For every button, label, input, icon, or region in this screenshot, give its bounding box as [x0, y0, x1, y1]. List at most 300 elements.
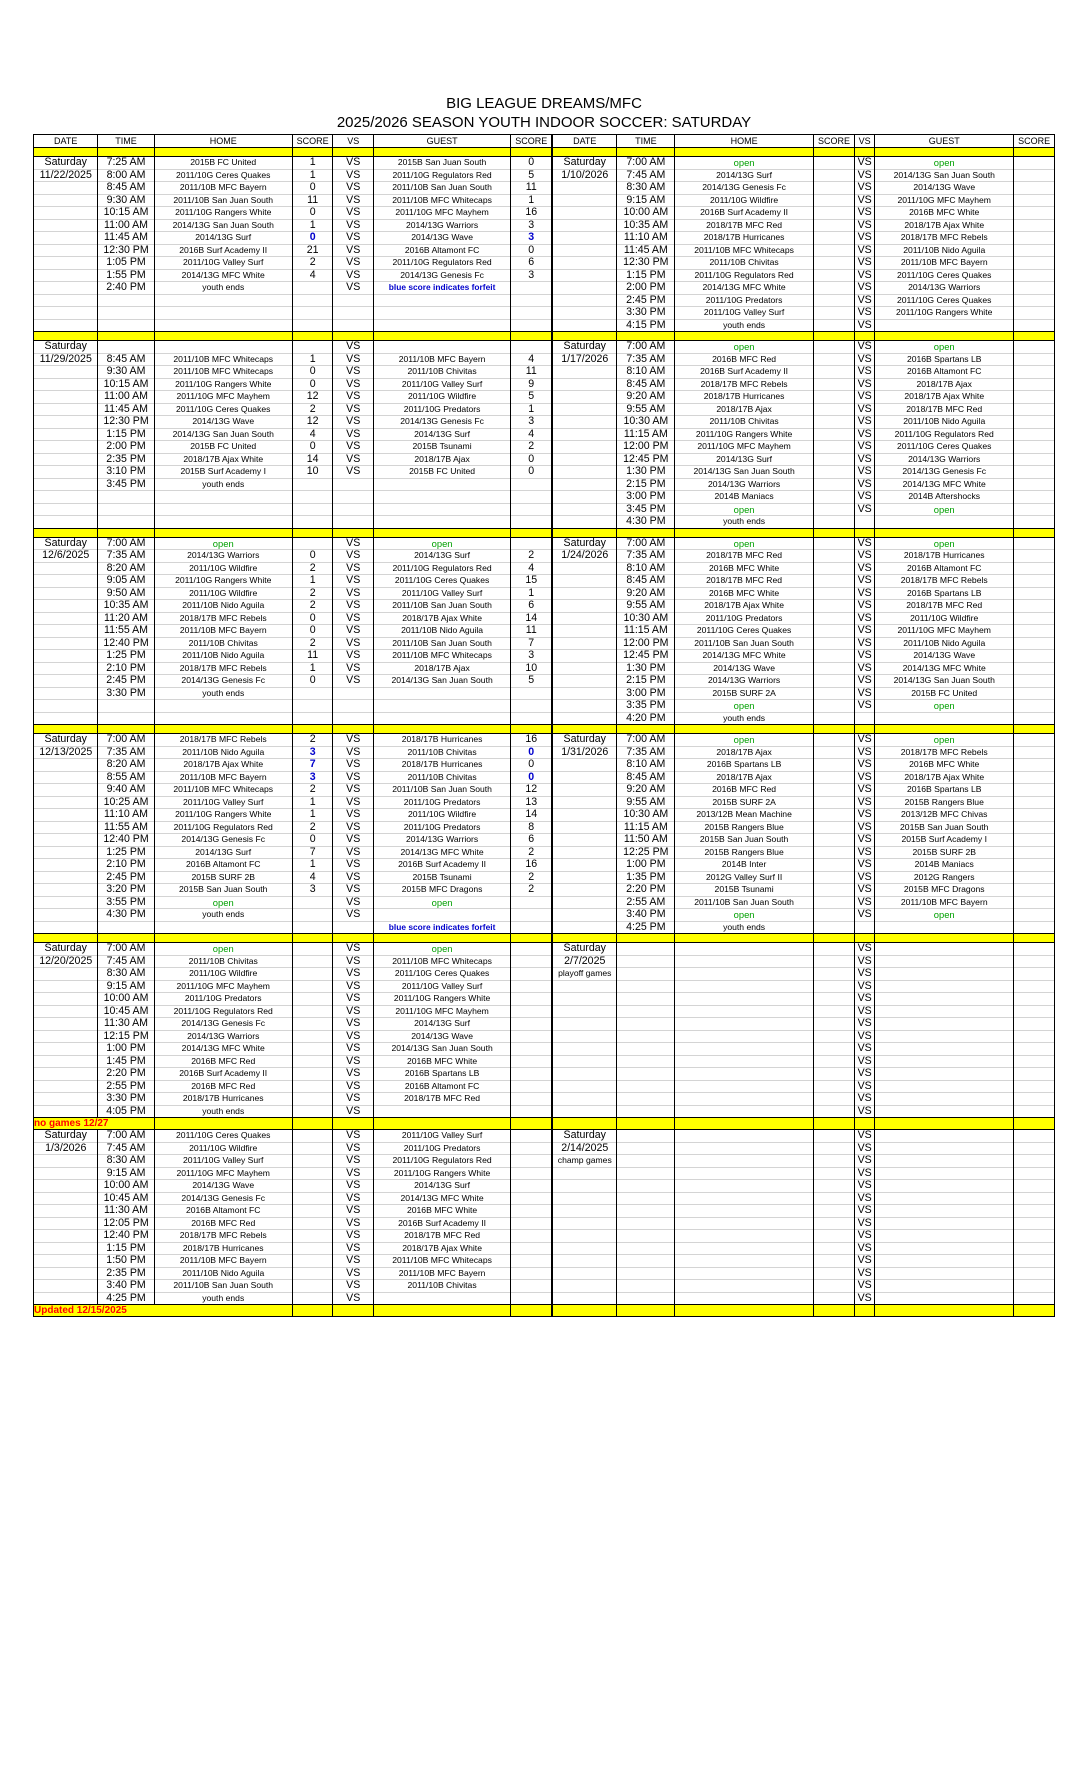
guest-team-cell: 2018/17B MFC Rebels — [875, 575, 1014, 588]
time-cell: 12:30 PM — [98, 244, 154, 257]
vs-cell: VS — [855, 294, 875, 307]
home-team-cell: youth ends — [154, 282, 292, 295]
home-team-cell: 2011/10G Wildfire — [154, 562, 292, 575]
vs-cell: VS — [855, 453, 875, 466]
home-score-cell — [813, 821, 855, 834]
guest-score-cell: 0 — [511, 453, 553, 466]
home-team-cell: 2011/10B Chivitas — [154, 637, 292, 650]
home-score-cell: 3 — [292, 771, 333, 784]
guest-team-cell: 2018/17B Ajax White — [875, 219, 1014, 232]
schedule-row — [34, 771, 1055, 784]
home-score-cell — [813, 896, 855, 909]
home-team-cell: 2016B MFC Red — [154, 1055, 292, 1068]
date-cell: 12/13/2025 — [34, 746, 98, 759]
guest-team-cell: 2011/10G Regulators Red — [373, 1155, 510, 1168]
home-team-cell: 2011/10B Nido Aguila — [154, 1267, 292, 1280]
guest-score-cell: 11 — [511, 366, 553, 379]
time-cell: 7:00 AM — [98, 734, 154, 747]
vs-cell: VS — [855, 980, 875, 993]
guest-score-cell — [1014, 1217, 1055, 1230]
home-score-cell — [813, 353, 855, 366]
home-score-cell — [813, 980, 855, 993]
guest-score-cell: 3 — [511, 219, 553, 232]
separator-cell — [813, 148, 855, 157]
guest-score-cell: 1 — [511, 194, 553, 207]
time-cell: 8:10 AM — [617, 562, 675, 575]
home-score-cell — [813, 182, 855, 195]
guest-score-cell: 13 — [511, 796, 553, 809]
home-team-cell: youth ends — [154, 909, 292, 922]
vs-cell: VS — [333, 378, 374, 391]
date-cell — [34, 1155, 98, 1168]
date-cell: Saturday — [552, 734, 616, 747]
schedule-row — [34, 453, 1055, 466]
home-team-cell — [675, 993, 813, 1006]
time-cell: 2:00 PM — [98, 441, 154, 454]
home-team-cell — [675, 1055, 813, 1068]
guest-team-cell: 2014/13G Surf — [373, 428, 510, 441]
vs-cell: VS — [333, 1205, 374, 1218]
home-score-cell — [813, 734, 855, 747]
vs-cell: VS — [333, 980, 374, 993]
separator-cell — [292, 332, 333, 341]
guest-score-cell: 14 — [511, 612, 553, 625]
home-team-cell: 2014/13G Surf — [154, 232, 292, 245]
vs-cell: VS — [855, 943, 875, 956]
home-team-cell: youth ends — [154, 478, 292, 491]
vs-cell — [855, 712, 875, 725]
guest-score-cell: 3 — [511, 269, 553, 282]
separator-cell — [1014, 934, 1055, 943]
schedule-row — [34, 169, 1055, 182]
date-cell — [34, 1192, 98, 1205]
schedule-row — [34, 955, 1055, 968]
guest-team-cell: 2014B Maniacs — [875, 859, 1014, 872]
time-cell: 1:00 PM — [617, 859, 675, 872]
time-cell: 1:35 PM — [617, 871, 675, 884]
home-team-cell: 2011/10B MFC Bayern — [154, 771, 292, 784]
time-cell: 1:30 PM — [617, 662, 675, 675]
separator-cell — [855, 528, 875, 537]
home-team-cell — [675, 1205, 813, 1218]
home-score-cell — [813, 550, 855, 563]
vs-cell: VS — [333, 993, 374, 1006]
date-cell — [34, 993, 98, 1006]
guest-team-cell: 2016B Altamont FC — [875, 562, 1014, 575]
date-cell — [552, 675, 616, 688]
time-cell: 1:45 PM — [98, 1055, 154, 1068]
guest-team-cell — [373, 516, 510, 529]
guest-team-cell: 2011/10G Regulators Red — [373, 562, 510, 575]
separator-cell — [855, 332, 875, 341]
separator-cell — [333, 528, 374, 537]
separator-cell — [617, 1305, 675, 1317]
date-cell — [34, 896, 98, 909]
time-cell — [98, 294, 154, 307]
home-score-cell — [813, 366, 855, 379]
guest-team-cell: 2011/10B Chivitas — [373, 746, 510, 759]
time-cell: 9:50 AM — [98, 587, 154, 600]
time-cell — [617, 1280, 675, 1293]
time-cell: 11:15 AM — [617, 821, 675, 834]
separator-cell — [511, 725, 553, 734]
home-score-cell — [292, 909, 333, 922]
vs-cell: VS — [333, 587, 374, 600]
home-score-cell — [813, 1093, 855, 1106]
guest-score-cell — [1014, 687, 1055, 700]
schedule-row — [34, 871, 1055, 884]
column-header: HOME — [154, 135, 292, 148]
vs-cell: VS — [855, 503, 875, 516]
guest-team-cell — [875, 1267, 1014, 1280]
home-team-cell: 2011/10B Chivitas — [154, 955, 292, 968]
home-team-cell — [675, 1217, 813, 1230]
vs-cell: VS — [855, 909, 875, 922]
home-score-cell: 2 — [292, 562, 333, 575]
date-cell — [552, 1292, 616, 1305]
date-cell — [552, 194, 616, 207]
vs-cell: VS — [855, 416, 875, 429]
vs-cell: VS — [855, 319, 875, 332]
guest-score-cell — [1014, 441, 1055, 454]
home-team-cell: 2014/13G Warriors — [154, 550, 292, 563]
guest-score-cell — [1014, 403, 1055, 416]
time-cell: 7:45 AM — [98, 1142, 154, 1155]
guest-team-cell: 2015B Tsunami — [373, 441, 510, 454]
time-cell: 7:00 AM — [98, 943, 154, 956]
home-team-cell: 2011/10G Wildfire — [154, 968, 292, 981]
home-score-cell — [292, 1242, 333, 1255]
time-cell: 3:40 PM — [617, 909, 675, 922]
home-team-cell: 2014/13G Wave — [154, 416, 292, 429]
home-team-cell: 2011/10G MFC Mayhem — [154, 1167, 292, 1180]
date-cell — [552, 1280, 616, 1293]
date-cell — [34, 1018, 98, 1031]
home-team-cell: 2014/13G Wave — [675, 662, 813, 675]
guest-score-cell — [1014, 1130, 1055, 1143]
schedule-row — [34, 712, 1055, 725]
home-team-cell: 2016B MFC White — [675, 587, 813, 600]
schedule-row — [34, 909, 1055, 922]
guest-team-cell: 2014/13G Surf — [373, 1018, 510, 1031]
vs-cell: VS — [333, 1192, 374, 1205]
guest-team-cell: 2015B MFC Dragons — [373, 884, 510, 897]
home-score-cell: 0 — [292, 378, 333, 391]
home-score-cell — [292, 1280, 333, 1293]
guest-score-cell — [1014, 1068, 1055, 1081]
vs-cell — [333, 307, 374, 320]
date-cell: 1/31/2026 — [552, 746, 616, 759]
guest-score-cell — [1014, 909, 1055, 922]
home-team-cell — [154, 491, 292, 504]
guest-score-cell — [511, 1155, 553, 1168]
date-cell — [552, 232, 616, 245]
guest-team-cell: 2018/17B MFC Red — [875, 600, 1014, 613]
home-team-cell — [154, 294, 292, 307]
vs-cell: VS — [333, 1167, 374, 1180]
home-score-cell — [292, 478, 333, 491]
separator-cell — [98, 528, 154, 537]
guest-team-cell: 2018/17B MFC Red — [373, 1230, 510, 1243]
schedule-row — [34, 294, 1055, 307]
date-cell — [34, 378, 98, 391]
time-cell: 7:25 AM — [98, 157, 154, 170]
guest-team-cell: 2018/17B MFC Rebels — [875, 746, 1014, 759]
separator-cell — [855, 1305, 875, 1317]
guest-score-cell: 6 — [511, 834, 553, 847]
guest-team-cell: 2011/10G Rangers White — [373, 993, 510, 1006]
home-score-cell — [813, 562, 855, 575]
home-score-cell — [292, 1105, 333, 1118]
vs-cell: VS — [855, 575, 875, 588]
guest-score-cell: 11 — [511, 182, 553, 195]
home-team-cell: 2018/17B Ajax — [675, 746, 813, 759]
guest-score-cell — [511, 968, 553, 981]
separator-cell — [292, 725, 333, 734]
guest-team-cell — [875, 1180, 1014, 1193]
guest-team-cell: 2014/13G San Juan South — [373, 1043, 510, 1056]
guest-score-cell — [1014, 821, 1055, 834]
column-header: SCORE — [813, 135, 855, 148]
separator-cell — [875, 1305, 1014, 1317]
guest-team-cell: 2011/10G Valley Surf — [373, 378, 510, 391]
home-score-cell: 0 — [292, 441, 333, 454]
home-team-cell: 2015B SURF 2B — [154, 871, 292, 884]
guest-score-cell — [511, 700, 553, 713]
home-score-cell — [813, 587, 855, 600]
guest-score-cell: 3 — [511, 416, 553, 429]
column-header: DATE — [34, 135, 98, 148]
schedule-row — [34, 687, 1055, 700]
guest-team-cell: open — [875, 734, 1014, 747]
home-team-cell: 2011/10G Predators — [675, 612, 813, 625]
guest-team-cell: 2011/10B San Juan South — [373, 182, 510, 195]
date-cell — [34, 834, 98, 847]
vs-cell: VS — [333, 1018, 374, 1031]
home-team-cell — [675, 1255, 813, 1268]
home-score-cell — [813, 1142, 855, 1155]
separator-cell — [373, 332, 510, 341]
guest-team-cell — [875, 1205, 1014, 1218]
no-games-note-row — [34, 1118, 1055, 1130]
home-score-cell — [292, 1180, 333, 1193]
date-cell — [552, 784, 616, 797]
home-score-cell — [292, 319, 333, 332]
home-team-cell: 2011/10G Regulators Red — [154, 1005, 292, 1018]
guest-score-cell — [1014, 759, 1055, 772]
guest-score-cell — [1014, 207, 1055, 220]
schedule-row — [34, 1192, 1055, 1205]
time-cell: 11:45 AM — [98, 232, 154, 245]
guest-team-cell: 2016B Altamont FC — [373, 244, 510, 257]
home-score-cell — [813, 1105, 855, 1118]
time-cell: 4:30 PM — [617, 516, 675, 529]
schedule-row — [34, 1217, 1055, 1230]
guest-score-cell — [511, 307, 553, 320]
date-cell — [552, 269, 616, 282]
guest-score-cell — [1014, 562, 1055, 575]
home-team-cell: 2016B Spartans LB — [675, 759, 813, 772]
guest-team-cell — [875, 1105, 1014, 1118]
home-score-cell — [813, 1005, 855, 1018]
time-cell: 12:30 PM — [617, 257, 675, 270]
home-team-cell: 2015B FC United — [154, 157, 292, 170]
guest-score-cell — [1014, 955, 1055, 968]
time-cell: 12:40 PM — [98, 1230, 154, 1243]
time-cell: 4:05 PM — [98, 1105, 154, 1118]
guest-score-cell — [1014, 257, 1055, 270]
schedule-row — [34, 1030, 1055, 1043]
date-cell — [34, 771, 98, 784]
separator-cell — [154, 332, 292, 341]
separator-cell — [617, 725, 675, 734]
vs-cell: VS — [333, 884, 374, 897]
home-team-cell: 2011/10G Rangers White — [154, 378, 292, 391]
home-team-cell: 2011/10B MFC Bayern — [154, 182, 292, 195]
date-cell — [552, 207, 616, 220]
time-cell — [617, 955, 675, 968]
date-cell — [34, 366, 98, 379]
vs-cell: VS — [855, 1142, 875, 1155]
date-cell — [34, 612, 98, 625]
vs-cell: VS — [855, 491, 875, 504]
date-cell — [34, 796, 98, 809]
vs-cell: VS — [333, 746, 374, 759]
vs-cell: VS — [333, 341, 374, 354]
date-cell — [552, 466, 616, 479]
separator-cell — [511, 1305, 553, 1317]
vs-cell: VS — [333, 194, 374, 207]
guest-score-cell — [1014, 650, 1055, 663]
time-cell — [617, 1105, 675, 1118]
schedule-row — [34, 734, 1055, 747]
schedule-row — [34, 993, 1055, 1006]
guest-team-cell: 2011/10G Wildfire — [875, 612, 1014, 625]
time-cell — [617, 993, 675, 1006]
vs-cell: VS — [855, 859, 875, 872]
home-team-cell: youth ends — [675, 712, 813, 725]
guest-score-cell — [511, 1080, 553, 1093]
schedule-row — [34, 562, 1055, 575]
time-cell — [617, 1018, 675, 1031]
vs-cell: VS — [855, 759, 875, 772]
guest-team-cell: 2011/10B MFC Bayern — [373, 1267, 510, 1280]
guest-team-cell: 2014/13G Wave — [875, 182, 1014, 195]
guest-team-cell — [875, 943, 1014, 956]
time-cell: 3:45 PM — [98, 478, 154, 491]
guest-score-cell: 15 — [511, 575, 553, 588]
home-score-cell — [292, 1055, 333, 1068]
schedule-row — [34, 182, 1055, 195]
home-team-cell — [675, 1030, 813, 1043]
schedule-row — [34, 1167, 1055, 1180]
vs-cell — [333, 687, 374, 700]
guest-team-cell — [875, 1167, 1014, 1180]
home-score-cell — [813, 955, 855, 968]
date-cell — [34, 416, 98, 429]
separator-cell — [98, 332, 154, 341]
column-header: VS — [855, 135, 875, 148]
guest-team-cell: 2011/10B San Juan South — [373, 600, 510, 613]
week-separator — [34, 725, 1055, 734]
schedule-row — [34, 307, 1055, 320]
home-score-cell — [813, 341, 855, 354]
home-team-cell: 2018/17B Ajax White — [154, 453, 292, 466]
guest-team-cell: 2011/10G Ceres Quakes — [875, 441, 1014, 454]
vs-cell: VS — [333, 809, 374, 822]
date-cell — [34, 587, 98, 600]
separator-cell — [1014, 148, 1055, 157]
home-score-cell — [292, 1080, 333, 1093]
vs-cell: VS — [855, 232, 875, 245]
date-cell — [34, 637, 98, 650]
date-cell — [552, 637, 616, 650]
home-score-cell — [292, 1255, 333, 1268]
schedule-row — [34, 834, 1055, 847]
time-cell: 11:30 AM — [98, 1205, 154, 1218]
schedule-row — [34, 391, 1055, 404]
date-cell — [552, 759, 616, 772]
home-team-cell: 2014/13G Surf — [675, 453, 813, 466]
vs-cell — [333, 700, 374, 713]
home-score-cell — [292, 516, 333, 529]
date-cell — [552, 319, 616, 332]
vs-cell — [333, 921, 374, 934]
guest-score-cell: 2 — [511, 441, 553, 454]
time-cell: 8:45 AM — [98, 353, 154, 366]
home-team-cell: 2016B Surf Academy II — [154, 244, 292, 257]
date-cell — [34, 491, 98, 504]
guest-team-cell — [875, 1255, 1014, 1268]
time-cell: 3:00 PM — [617, 687, 675, 700]
home-score-cell — [292, 1043, 333, 1056]
guest-team-cell: 2015B MFC Dragons — [875, 884, 1014, 897]
date-cell — [34, 391, 98, 404]
guest-score-cell — [511, 1242, 553, 1255]
time-cell: 7:00 AM — [98, 1130, 154, 1143]
date-cell: Saturday — [552, 1130, 616, 1143]
time-cell: 10:25 AM — [98, 796, 154, 809]
time-cell: 12:05 PM — [98, 1217, 154, 1230]
guest-team-cell: 2015B SURF 2B — [875, 846, 1014, 859]
vs-cell: VS — [333, 1180, 374, 1193]
time-cell: 2:10 PM — [98, 859, 154, 872]
schedule-row — [34, 600, 1055, 613]
vs-cell: VS — [333, 859, 374, 872]
date-cell: 12/20/2025 — [34, 955, 98, 968]
time-cell: 2:10 PM — [98, 662, 154, 675]
time-cell: 12:45 PM — [617, 650, 675, 663]
date-cell — [34, 441, 98, 454]
home-team-cell: 2018/17B Hurricanes — [675, 391, 813, 404]
date-cell — [34, 282, 98, 295]
home-team-cell: 2014/13G Genesis Fc — [154, 1192, 292, 1205]
home-score-cell — [813, 257, 855, 270]
date-cell — [552, 503, 616, 516]
date-cell — [552, 700, 616, 713]
time-cell: 8:30 AM — [98, 1155, 154, 1168]
guest-team-cell — [373, 687, 510, 700]
home-team-cell: 2011/10G Wildfire — [154, 587, 292, 600]
guest-team-cell — [875, 516, 1014, 529]
guest-team-cell: 2018/17B MFC Rebels — [875, 232, 1014, 245]
date-cell — [552, 846, 616, 859]
guest-team-cell: open — [875, 341, 1014, 354]
guest-score-cell: 14 — [511, 809, 553, 822]
home-score-cell: 14 — [292, 453, 333, 466]
time-cell: 7:00 AM — [617, 157, 675, 170]
guest-team-cell — [875, 993, 1014, 1006]
